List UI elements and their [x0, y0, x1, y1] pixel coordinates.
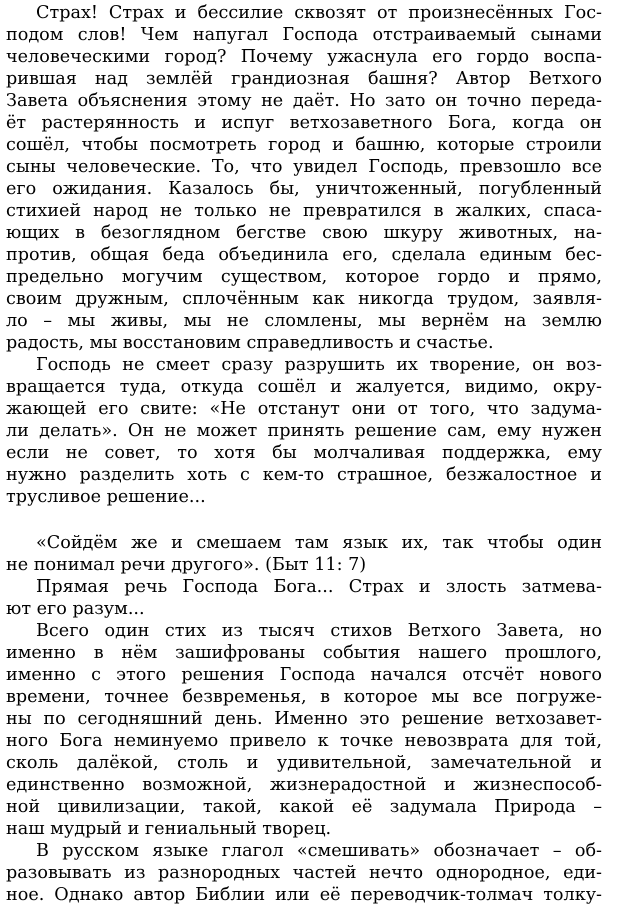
text-line: радость, мы восстановим справедливость и счастье. — [6, 333, 494, 353]
text-line: ны по сегодняшний день. Именно это решение ветхозавет- — [6, 709, 602, 729]
text-line: Страх! Страх и бессилие сквозят от произнесённых Гос- — [36, 3, 602, 23]
quote-line: «Сойдём же и смешаем там язык их, так чтобы один — [36, 533, 602, 553]
text-line: против, общая беда объединила его, сделала единым бес- — [6, 245, 602, 265]
text-line: именно в нём зашифрованы события нашего прошлого, — [6, 643, 602, 663]
text-line: его ожидания. Казалось бы, уничтоженный, погубленный — [6, 179, 602, 199]
text-line: времени, точнее безвременья, в которое мы все погруже- — [6, 687, 602, 707]
text-line: подом слов! Чем напугал Господа отстраиваемый сынами — [6, 25, 602, 45]
text-line: ющих в безоглядном бегстве свою шкуру животных, на- — [6, 223, 602, 243]
text-line: сколь далёкой, столь и удивительной, замечательной и — [6, 753, 602, 773]
text-line: ного Бога неминуемо привело к точке невозврата для той, — [6, 731, 602, 751]
text-line: Всего один стих из тысяч стихов Ветхого Завета, но — [36, 621, 602, 641]
text-line: ют его разум... — [6, 599, 145, 619]
text-line: ной цивилизации, такой, какой её задумала Природа – — [6, 797, 602, 817]
text-line: Завета объяснения этому не даёт. Но зато он точно переда- — [6, 91, 602, 111]
quote-line: не понимал речи другого». (Быт 11: 7) — [6, 555, 367, 575]
text-line: если не совет, то хотя бы молчаливая поддержка, ему — [6, 443, 602, 463]
text-line: нужно разделить хоть с кем-то страшное, безжалостное и — [6, 465, 602, 485]
text-line: сошёл, чтобы посмотреть город и башню, которые строили — [6, 135, 602, 155]
text-line: Прямая речь Господа Бога... Страх и злость затмева- — [36, 577, 602, 597]
text-line: ное. Однако автор Библии или её переводчик-толмач толку- — [6, 885, 602, 905]
text-line: ли делать». Он не может принять решение сам, ему нужен — [6, 421, 602, 441]
text-line: вращается туда, откуда сошёл и жалуется, видимо, окру- — [6, 377, 602, 397]
text-line: единственно возможной, жизнерадостной и жизнеспособ- — [6, 775, 602, 795]
text-line: рившая над землёй грандиозная башня? Автор Ветхого — [6, 69, 602, 89]
text-line: ло – мы живы, мы не сломлены, мы вернём на землю — [6, 311, 602, 331]
text-line: разовывать из разнородных частей нечто однородное, еди- — [6, 863, 602, 883]
text-line: предельно могучим существом, которое гордо и прямо, — [6, 267, 602, 287]
text-line: своим дружным, сплочённым как никогда трудом, заявля- — [6, 289, 602, 309]
text-line: трусливое решение... — [6, 487, 206, 507]
text-line: человеческими город? Почему ужаснула его гордо воспа- — [6, 47, 602, 67]
text-line: Господь не смеет сразу разрушить их творение, он воз- — [36, 355, 602, 375]
text-line: сыны человеческие. То, что увидел Господь, превзошло все — [6, 157, 602, 177]
text-line: ёт растерянность и испуг ветхозаветного Бога, когда он — [6, 113, 602, 133]
text-line: именно с этого решения Господа начался отсчёт нового — [6, 665, 602, 685]
text-line: жающей его свите: «Не отстанут они от того, что задума- — [6, 399, 602, 419]
text-line: наш мудрый и гениальный творец. — [6, 819, 332, 839]
text-line: В русском языке глагол «смешивать» обозначает – об- — [36, 841, 602, 861]
text-line: стихией народ не только не превратился в жалких, спаса- — [6, 201, 602, 221]
